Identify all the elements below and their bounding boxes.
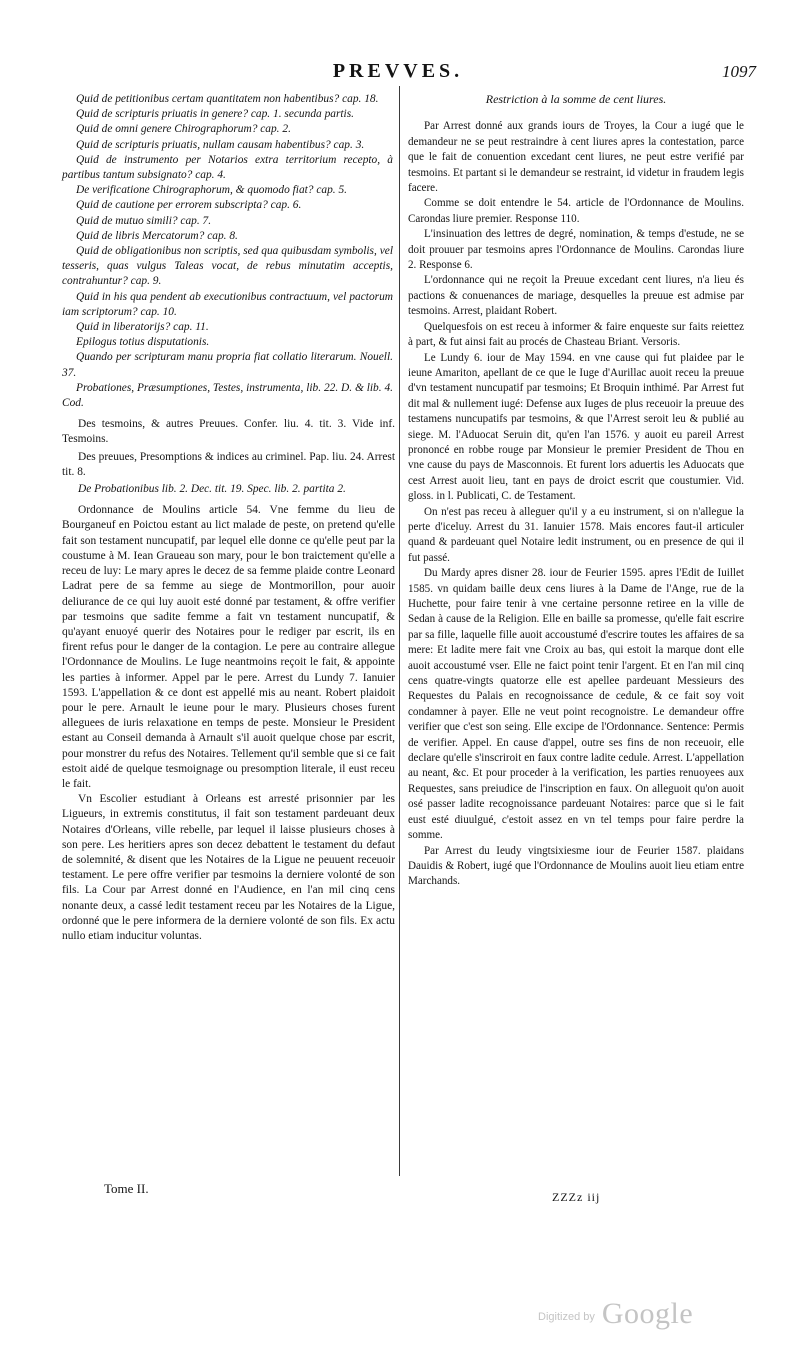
toc-item: Quid de mutuo simili? cap. 7.	[76, 214, 212, 227]
body-paragraph: On n'est pas receu à alleguer qu'il y a eu instrument, si on n'allegue la perte d'iceluy. Arrest du 31. Ianuier 1578. Mais encores faut-il articuler quand & pardeuant quel Notaire ledit instrument, ou en presence de qui il fut passé.	[408, 505, 744, 564]
page-number: 1097	[722, 62, 756, 81]
body-paragraph: Quelquesfois on est receu à informer & faire enqueste sur faits reiettez à part, & fut ainsi fait au procés de Chasteau Briant. Versoris.	[408, 320, 744, 349]
toc-item: Quid de petitionibus certam quantitatem non habentibus? cap. 18.	[76, 93, 379, 105]
body-paragraph: Par Arrest du Ieudy vingtsixiesme iour de Feurier 1587. plaidans Dauidis & Robert, iugé que l'Ordonnance de Moulins auoit lieu etiam entre Marchands.	[408, 844, 744, 888]
toc-item: Quid de omni genere Chirographorum? cap. 2.	[76, 123, 291, 136]
toc-item: De verificatione Chirographorum, & quomodo fiat? cap. 5.	[76, 184, 348, 197]
right-column	[408, 92, 744, 890]
toc-item: Quid de libris Mercatorum? cap. 8.	[76, 229, 238, 242]
toc-item: Quid de scripturis priuatis in genere? cap. 1. secunda partis.	[76, 108, 354, 121]
digitized-watermark	[538, 1297, 693, 1331]
toc-item: Quid in his qua pendent ab executionibus contractuum, vel pactorum iam scriptorum? cap. 10.	[62, 290, 393, 318]
reference-line: Des preuues, Presomptions & indices au criminel. Pap. liu. 24. Arrest tit. 8.	[62, 450, 395, 478]
reference-line: Des tesmoins, & autres Preuues. Confer. liu. 4. tit. 3. Vide inf. Tesmoins.	[62, 418, 395, 446]
toc-item: Quid de scripturis priuatis, nullam causam habentibus? cap. 3.	[76, 138, 365, 151]
google-logo: Google	[601, 1297, 694, 1330]
reference-line: De Probationibus lib. 2. Dec. tit. 19. Spec. lib. 2. partita 2.	[78, 483, 346, 496]
body-paragraph: Du Mardy apres disner 28. iour de Feurier 1595. apres l'Edit de Iuillet 1585. vn quidam baille deux cens liures à la Dame de l'Ange, rue de la Huchette, pour faire tenir à vne certaine personne retiree en la ville de Sedan à cause de la Religion. Elle en baille sa promesse, qu'elle fait escrire par sa fille, laquelle fille auoit accoustumé d'escrire toutes les affaires de sa mere: Et ladite mere fait vne Croix au bas, qui estoit la marque dont elle auoit accoustumé vser. Elle ne faict point tenir l'argent. Et en l'an mil cinq cens quatre-vingts quatorze elle est apellee pardeuant Messieurs des Requestes du Palais en recognoissance de cedule, & ce fait soy voit condamner à payer. Elle ne veut point recognoistre. Le demandeur offre verifier que c'est son seing. Elle excipe de l'Ordonnance. Sentence: Permis de verifier. Appel. En cause d'appel, outre ses fins de non receuoir, elle declare qu'elle s'inscriroit en faux contre ladite cedule. Arrest. L'appellation au neant, &c. Et pour proceder à la verification, les parties renuoyees aux Requestes, sans preiudice de l'inscription en faux. On alleguoit qu'on auoit osé passer ladite recognoissance pardeuant Notaires: parce que si le fait eust esté diuulgué, c'estoit assez en vn tel temps pour faire perdre la somme.	[408, 567, 744, 842]
body-paragraph: Par Arrest donné aux grands iours de Troyes, la Cour a iugé que le demandeur ne se peut restraindre à cent liures apres la contestation, parce que le fait de conuention excedant cent liures, ne peut estre verifié par tesmoins. Et partant si le demandeur se restraint, id videtur in fraudem legis facere.	[408, 120, 744, 195]
body-paragraph: L'ordonnance qui ne reçoit la Preuue excedant cent liures, n'a lieu és pactions & conuenances de mariage, desquelles la preuue est admise par tesmoins. Arrest, plaidant Robert.	[408, 274, 744, 318]
left-column	[62, 92, 395, 944]
body-paragraph: L'insinuation des lettres de degré, nomination, & temps d'estude, ne se doit prouuer par tesmoins apres l'Ordonnance de Moulins. Carondas liure 2. Response 6.	[408, 228, 744, 272]
toc-item: Quid in liberatorijs? cap. 11.	[76, 321, 209, 334]
section-heading: Restriction à la somme de cent liures.	[485, 92, 667, 106]
column-divider	[399, 86, 400, 1176]
toc-item: Quid de instrumento per Notarios extra territorium recepto, à partibus tantum subsignato? cap. 4.	[62, 153, 393, 182]
body-paragraph: Comme se doit entendre le 54. article de l'Ordonnance de Moulins. Carondas liure premier. Response 110.	[408, 197, 744, 225]
toc-item: Probationes, Præsumptiones, Testes, instrumenta, lib. 22. D. & lib. 4. Cod.	[62, 381, 393, 410]
volume-label: Tome II.	[104, 1181, 149, 1196]
toc-item: Epilogus totius disputationis.	[76, 336, 210, 349]
signature-mark: ZZZz iij	[552, 1190, 601, 1204]
body-paragraph: Le Lundy 6. iour de May 1594. en vne cause qui fut plaidee par le ieune Amariton, apellant de ce que le Iuge d'Aurillac auoit receu la preuue d'vn testament nuncupatif par tesmoins; Et Broquin inthimé. Par Arrest fut dit mal & nullement iugé: Defense aux Iuges de plus receuoir la preuue des testamens nuncupatifs par tesmoins, & que l'Arrest seroit leu & publié au siege. M. l'Aduocat Seruin dit, qu'en l'an 1576. y auoit eu pareil Arrest prononcé en robbe rouge par Monsieur le premier President de Thou en vne cause du pays de Masconnois. Et furent lors aduertis les Aduocats que cest Arrest auoit lieu, tant en pays de droict escrit que coustumier. Vid. gloss. in l. Publicati, C. de Testament.	[408, 351, 744, 503]
body-paragraph: Ordonnance de Moulins article 54. Vne femme du lieu de Bourganeuf en Poictou estant au lict malade de peste, on pretend qu'elle fait son testament nuncupatif, par lequel elle donne ce qu'elle peut par la coustume à M. Iean Graueau son mary, pour le bon traictement qu'elle a receu de luy: Le mary apres le decez de sa femme plaide contre Leonard Ladrat pere de sa femme au siege de Montmorillon, pour auoir deliurance de ce qui luy auoit esté donné par testament, & offre verifier par tesmoins que sadite femme a fait vn testament nuncupatif, & qu'ayant enuoyé querir des Notaires pour le rediger par escrit, ils en firent refus pour le danger de la contagion. Le pere au contraire allegue l'Ordonnance de Moulins. Le Iuge neantmoins reçoit le fait, & appointe les parties à informer. Appel par le pere. Arrest du Lundy 7. Ianuier 1593. L'appellation & ce dont est appellé mis au neant. Robert plaidoit pour le pere. Arnault le ieune pour le mary. Plusieurs choses furent alleguees de iuris relaxatione en temps de peste. Monsieur le President estant au Conseil demanda à Arnault s'il auoit quelque chose par escrit, pour monstrer du refus des Notaires. Tellement qu'il semble que si ce fait estoit aidé de quelque tesmoignage ou presomption literale, il eust receu le fait.	[62, 504, 395, 790]
watermark-prefix: Digitized by	[538, 1311, 595, 1323]
toc-item: Quid de obligationibus non scriptis, sed qua quibusdam symbolis, vel tesseris, quas vulgus Taleas vocat, de rebus minutatim acceptis, contrahuntur? cap. 9.	[62, 245, 393, 288]
toc-item: Quando per scripturam manu propria fiat collatio literarum. Nouell. 37.	[62, 351, 393, 379]
running-title: PREVVES.	[332, 60, 464, 82]
toc-item: Quid de cautione per errorem subscripta? cap. 6.	[76, 199, 302, 212]
body-paragraph: Vn Escolier estudiant à Orleans est arresté prisonnier par les Ligueurs, in extremis constitutus, il fait son testament pardeuant deux Notaires d'Orleans, ville rebelle, par lequel il laisse plusieurs choses à son pere. Les heritiers apres son decez debattent le testament du defaut de solemnité, & disent que les Notaires de la Ligue ne peuuent receuoir testament. Le pere offre verifier par tesmoins la derniere volonté de son fils. La Cour par Arrest donné en l'Audience, en l'an mil cinq cens nonante deux, a cassé ledit testament receu par les Notaires de la Ligue, ordonné que le pere informera de la derniere volonté de son fils. Ex actu nullo etiam inducitur voluntas.	[62, 793, 395, 942]
